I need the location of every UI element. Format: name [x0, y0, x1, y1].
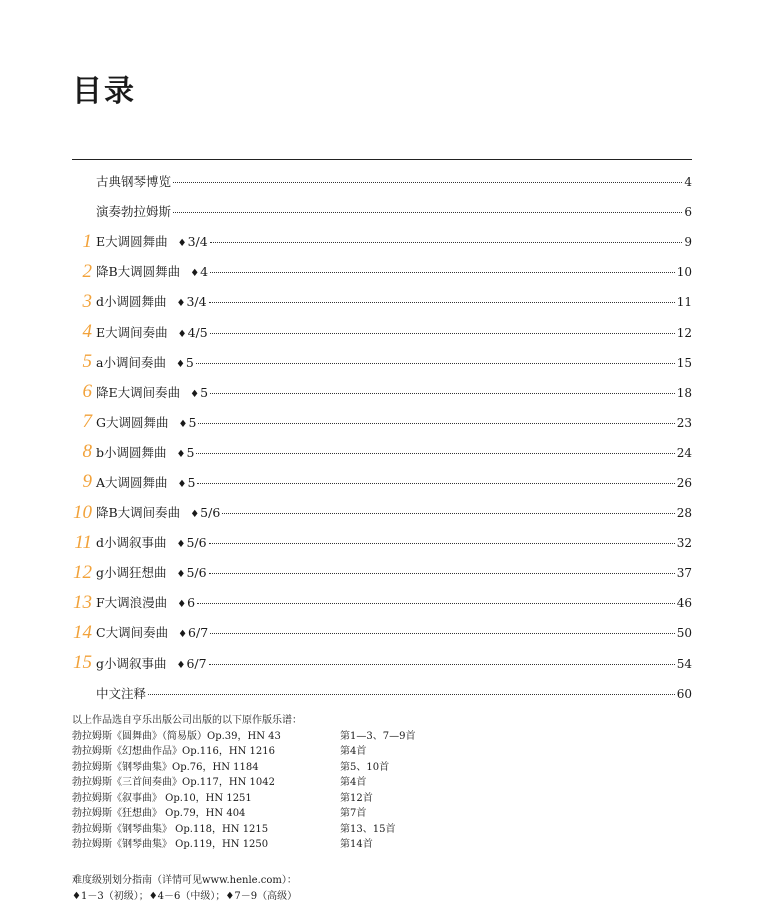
source-pieces: 第12首 — [340, 792, 373, 804]
difficulty-value: 6/7 — [186, 655, 207, 671]
page-number: 37 — [676, 566, 692, 581]
toc-entry-title: E大调间奏曲 — [96, 324, 168, 340]
toc-entry-line — [96, 654, 692, 672]
difficulty-level — [178, 625, 208, 640]
page-title: 目录 — [72, 74, 136, 109]
dot-leader — [198, 423, 674, 424]
piece-number: 5 — [82, 351, 92, 373]
source-row — [72, 837, 492, 853]
toc-entry-line — [96, 232, 692, 250]
page-number: 6 — [684, 205, 692, 220]
dot-leader — [210, 272, 675, 273]
toc-entry[interactable] — [72, 286, 692, 316]
difficulty-level — [177, 595, 195, 610]
toc-entry-title: E大调圆舞曲 — [96, 234, 168, 250]
piece-number: 12 — [73, 561, 92, 583]
difficulty-guide — [72, 873, 472, 904]
diamond-icon: ♦ — [178, 629, 188, 641]
difficulty-value: 6 — [187, 595, 196, 611]
toc-entry[interactable] — [72, 316, 692, 346]
toc-entry[interactable] — [72, 678, 692, 708]
dot-leader — [222, 513, 674, 514]
source-row — [72, 760, 492, 776]
toc-entry-title: d小调叙事曲 — [96, 535, 167, 551]
toc-entry[interactable] — [72, 497, 692, 527]
diamond-icon: ♦ — [190, 388, 200, 400]
page-number: 24 — [676, 445, 692, 460]
source-edition: 勃拉姆斯《圆舞曲》（简易版）Op.39，HN 43 — [72, 730, 281, 742]
difficulty-value: 6/7 — [188, 625, 209, 641]
page-number: 9 — [684, 235, 692, 250]
difficulty-value: 5 — [188, 414, 197, 430]
toc-entry-line — [96, 172, 692, 190]
dot-leader — [209, 543, 675, 544]
table-of-contents — [72, 166, 692, 708]
toc-entry-line — [96, 503, 692, 521]
page-number: 4 — [684, 175, 692, 190]
diamond-icon: ♦ — [178, 418, 188, 430]
dot-leader — [210, 393, 675, 394]
piece-number: 15 — [73, 652, 92, 674]
toc-entry-title: A大调圆舞曲 — [96, 474, 168, 490]
dot-leader — [209, 302, 675, 303]
toc-entry[interactable] — [72, 196, 692, 226]
source-list — [72, 729, 492, 853]
piece-number: 9 — [82, 471, 92, 493]
difficulty-value: 4/5 — [187, 324, 208, 340]
toc-entry-line — [96, 684, 692, 702]
toc-entry[interactable] — [72, 437, 692, 467]
toc-entry-line — [96, 473, 692, 491]
diamond-icon: ♦ — [176, 659, 186, 671]
toc-entry-line — [96, 533, 692, 551]
toc-entry-line — [96, 383, 692, 401]
diamond-icon: ♦ — [176, 448, 186, 460]
toc-entry-line — [96, 443, 692, 461]
dot-leader — [196, 363, 675, 364]
page-number: 12 — [676, 325, 692, 340]
difficulty-value: 5 — [186, 444, 195, 460]
toc-entry-title: F大调浪漫曲 — [96, 595, 168, 611]
source-editions — [72, 713, 492, 853]
dot-leader — [196, 453, 674, 454]
source-row — [72, 791, 492, 807]
dot-leader — [173, 212, 682, 213]
piece-number: 14 — [73, 621, 92, 643]
page-number: 60 — [676, 686, 692, 701]
toc-entry-title: C大调间奏曲 — [96, 625, 169, 641]
dot-leader — [210, 633, 675, 634]
difficulty-level — [177, 294, 207, 309]
difficulty-level — [178, 325, 208, 340]
difficulty-level — [177, 535, 207, 550]
source-pieces: 第4首 — [340, 777, 367, 788]
toc-entry[interactable] — [72, 557, 692, 587]
source-edition: 勃拉姆斯《叙事曲》 Op.10，HN 1251 — [72, 792, 252, 804]
difficulty-value: 5 — [200, 384, 209, 400]
difficulty-level — [176, 355, 194, 370]
source-pieces: 第7首 — [340, 808, 367, 819]
page-number: 11 — [676, 295, 692, 310]
toc-entry-line — [96, 593, 692, 611]
difficulty-guide-levels: ♦1－3（初级）；♦4－6（中级）；♦7－9（高级） — [72, 890, 298, 902]
toc-entry-title: g小调狂想曲 — [96, 565, 167, 581]
source-intro: 以上作品选自亨乐出版公司出版的以下原作版乐谱： — [72, 715, 302, 726]
difficulty-value: 3/4 — [186, 294, 207, 310]
diamond-icon: ♦ — [190, 509, 200, 521]
piece-number: 7 — [82, 411, 92, 433]
diamond-icon: ♦ — [176, 569, 186, 581]
difficulty-level — [190, 505, 220, 520]
difficulty-level — [177, 445, 195, 460]
difficulty-value: 4 — [200, 264, 209, 280]
toc-entry-line — [96, 623, 692, 641]
page-number: 28 — [676, 506, 692, 521]
source-pieces: 第1—3、7—9首 — [340, 730, 416, 742]
dot-leader — [148, 694, 675, 695]
toc-entry-title: a小调间奏曲 — [96, 354, 166, 370]
source-row — [72, 806, 492, 822]
dot-leader — [197, 483, 674, 484]
difficulty-level — [179, 415, 197, 430]
source-pieces: 第4首 — [340, 746, 367, 757]
toc-entry[interactable] — [72, 527, 692, 557]
page-number: 26 — [676, 475, 692, 490]
toc-entry-title: 降B大调间奏曲 — [96, 505, 181, 521]
difficulty-value: 5/6 — [186, 565, 207, 581]
toc-entry-title: 降B大调圆舞曲 — [96, 264, 181, 280]
toc-entry[interactable] — [72, 377, 692, 407]
page-number: 50 — [676, 626, 692, 641]
toc-entry[interactable] — [72, 347, 692, 377]
difficulty-level — [177, 565, 207, 580]
toc-entry-title: g小调叙事曲 — [96, 655, 167, 671]
toc-entry-line — [96, 323, 692, 341]
source-pieces: 第13、15首 — [340, 823, 396, 835]
page-number: 10 — [676, 265, 692, 280]
toc-entry-title: G大调圆舞曲 — [96, 414, 169, 430]
toc-entry-title: 演奏勃拉姆斯 — [96, 204, 172, 220]
page-number: 32 — [676, 536, 692, 551]
piece-number: 2 — [82, 260, 92, 282]
toc-entry[interactable] — [72, 166, 692, 196]
toc-entry-line — [96, 202, 692, 220]
difficulty-value: 5/6 — [200, 505, 221, 521]
page-number: 15 — [676, 355, 692, 370]
toc-entry-line — [96, 413, 692, 431]
difficulty-value: 5 — [185, 354, 194, 370]
diamond-icon: ♦ — [177, 478, 187, 490]
diamond-icon: ♦ — [176, 539, 186, 551]
piece-number: 6 — [82, 381, 92, 403]
toc-entry-line — [96, 292, 692, 310]
toc-entry-title: b小调圆舞曲 — [96, 444, 167, 460]
page-number: 18 — [676, 385, 692, 400]
source-row — [72, 744, 492, 760]
diamond-icon: ♦ — [190, 268, 200, 280]
dot-leader — [209, 664, 675, 665]
page-number: 23 — [676, 415, 692, 430]
page-number: 54 — [676, 656, 692, 671]
source-row — [72, 822, 492, 838]
toc-entry-title: 降E大调间奏曲 — [96, 384, 181, 400]
diamond-icon: ♦ — [175, 358, 185, 370]
difficulty-value: 3/4 — [187, 234, 208, 250]
toc-entry[interactable] — [72, 226, 692, 256]
source-edition: 勃拉姆斯《钢琴曲集》 Op.118，HN 1215 — [72, 823, 269, 835]
diamond-icon: ♦ — [177, 599, 187, 611]
diamond-icon: ♦ — [177, 238, 187, 250]
diamond-icon: ♦ — [176, 298, 186, 310]
piece-number: 3 — [82, 290, 92, 312]
page-number: 46 — [676, 596, 692, 611]
difficulty-level — [178, 234, 208, 249]
piece-number: 10 — [73, 501, 92, 523]
piece-number: 4 — [82, 321, 92, 343]
toc-entry-line — [96, 353, 692, 371]
diamond-icon: ♦ — [177, 328, 187, 340]
dot-leader — [210, 333, 675, 334]
piece-number: 11 — [74, 531, 92, 553]
source-edition: 勃拉姆斯《钢琴曲集》Op.76，HN 1184 — [72, 761, 259, 773]
difficulty-value: 5 — [187, 474, 196, 490]
dot-leader — [210, 242, 683, 243]
piece-number: 1 — [82, 230, 92, 252]
toc-entry-title: d小调圆舞曲 — [96, 294, 167, 310]
source-pieces: 第14首 — [340, 839, 373, 850]
toc-entry-line — [96, 563, 692, 581]
source-row — [72, 775, 492, 791]
source-pieces: 第5、10首 — [340, 761, 390, 773]
difficulty-level — [190, 385, 208, 400]
title-divider — [72, 159, 692, 160]
toc-entry[interactable] — [72, 648, 692, 678]
toc-entry[interactable] — [72, 256, 692, 286]
difficulty-level — [178, 475, 196, 490]
difficulty-value: 5/6 — [186, 535, 207, 551]
difficulty-guide-heading: 难度级别划分指南（详情可见www.henle.com）： — [72, 875, 297, 886]
source-edition: 勃拉姆斯《三首间奏曲》Op.117，HN 1042 — [72, 777, 275, 788]
toc-entry[interactable] — [72, 587, 692, 617]
dot-leader — [197, 603, 675, 604]
toc-entry-title: 中文注释 — [96, 685, 147, 701]
source-edition: 勃拉姆斯《狂想曲》 Op.79，HN 404 — [72, 808, 246, 819]
dot-leader — [209, 573, 675, 574]
piece-number: 13 — [73, 591, 92, 613]
source-edition: 勃拉姆斯《钢琴曲集》 Op.119，HN 1250 — [72, 839, 269, 850]
difficulty-level — [190, 264, 208, 279]
dot-leader — [173, 182, 682, 183]
toc-entry[interactable] — [72, 467, 692, 497]
toc-entry-title: 古典钢琴博览 — [96, 174, 172, 190]
source-edition: 勃拉姆斯《幻想曲作品》Op.116，HN 1216 — [72, 746, 275, 757]
toc-entry[interactable] — [72, 617, 692, 647]
toc-entry[interactable] — [72, 407, 692, 437]
piece-number: 8 — [82, 441, 92, 463]
difficulty-level — [177, 656, 207, 671]
toc-entry-line — [96, 262, 692, 280]
source-row — [72, 729, 492, 745]
